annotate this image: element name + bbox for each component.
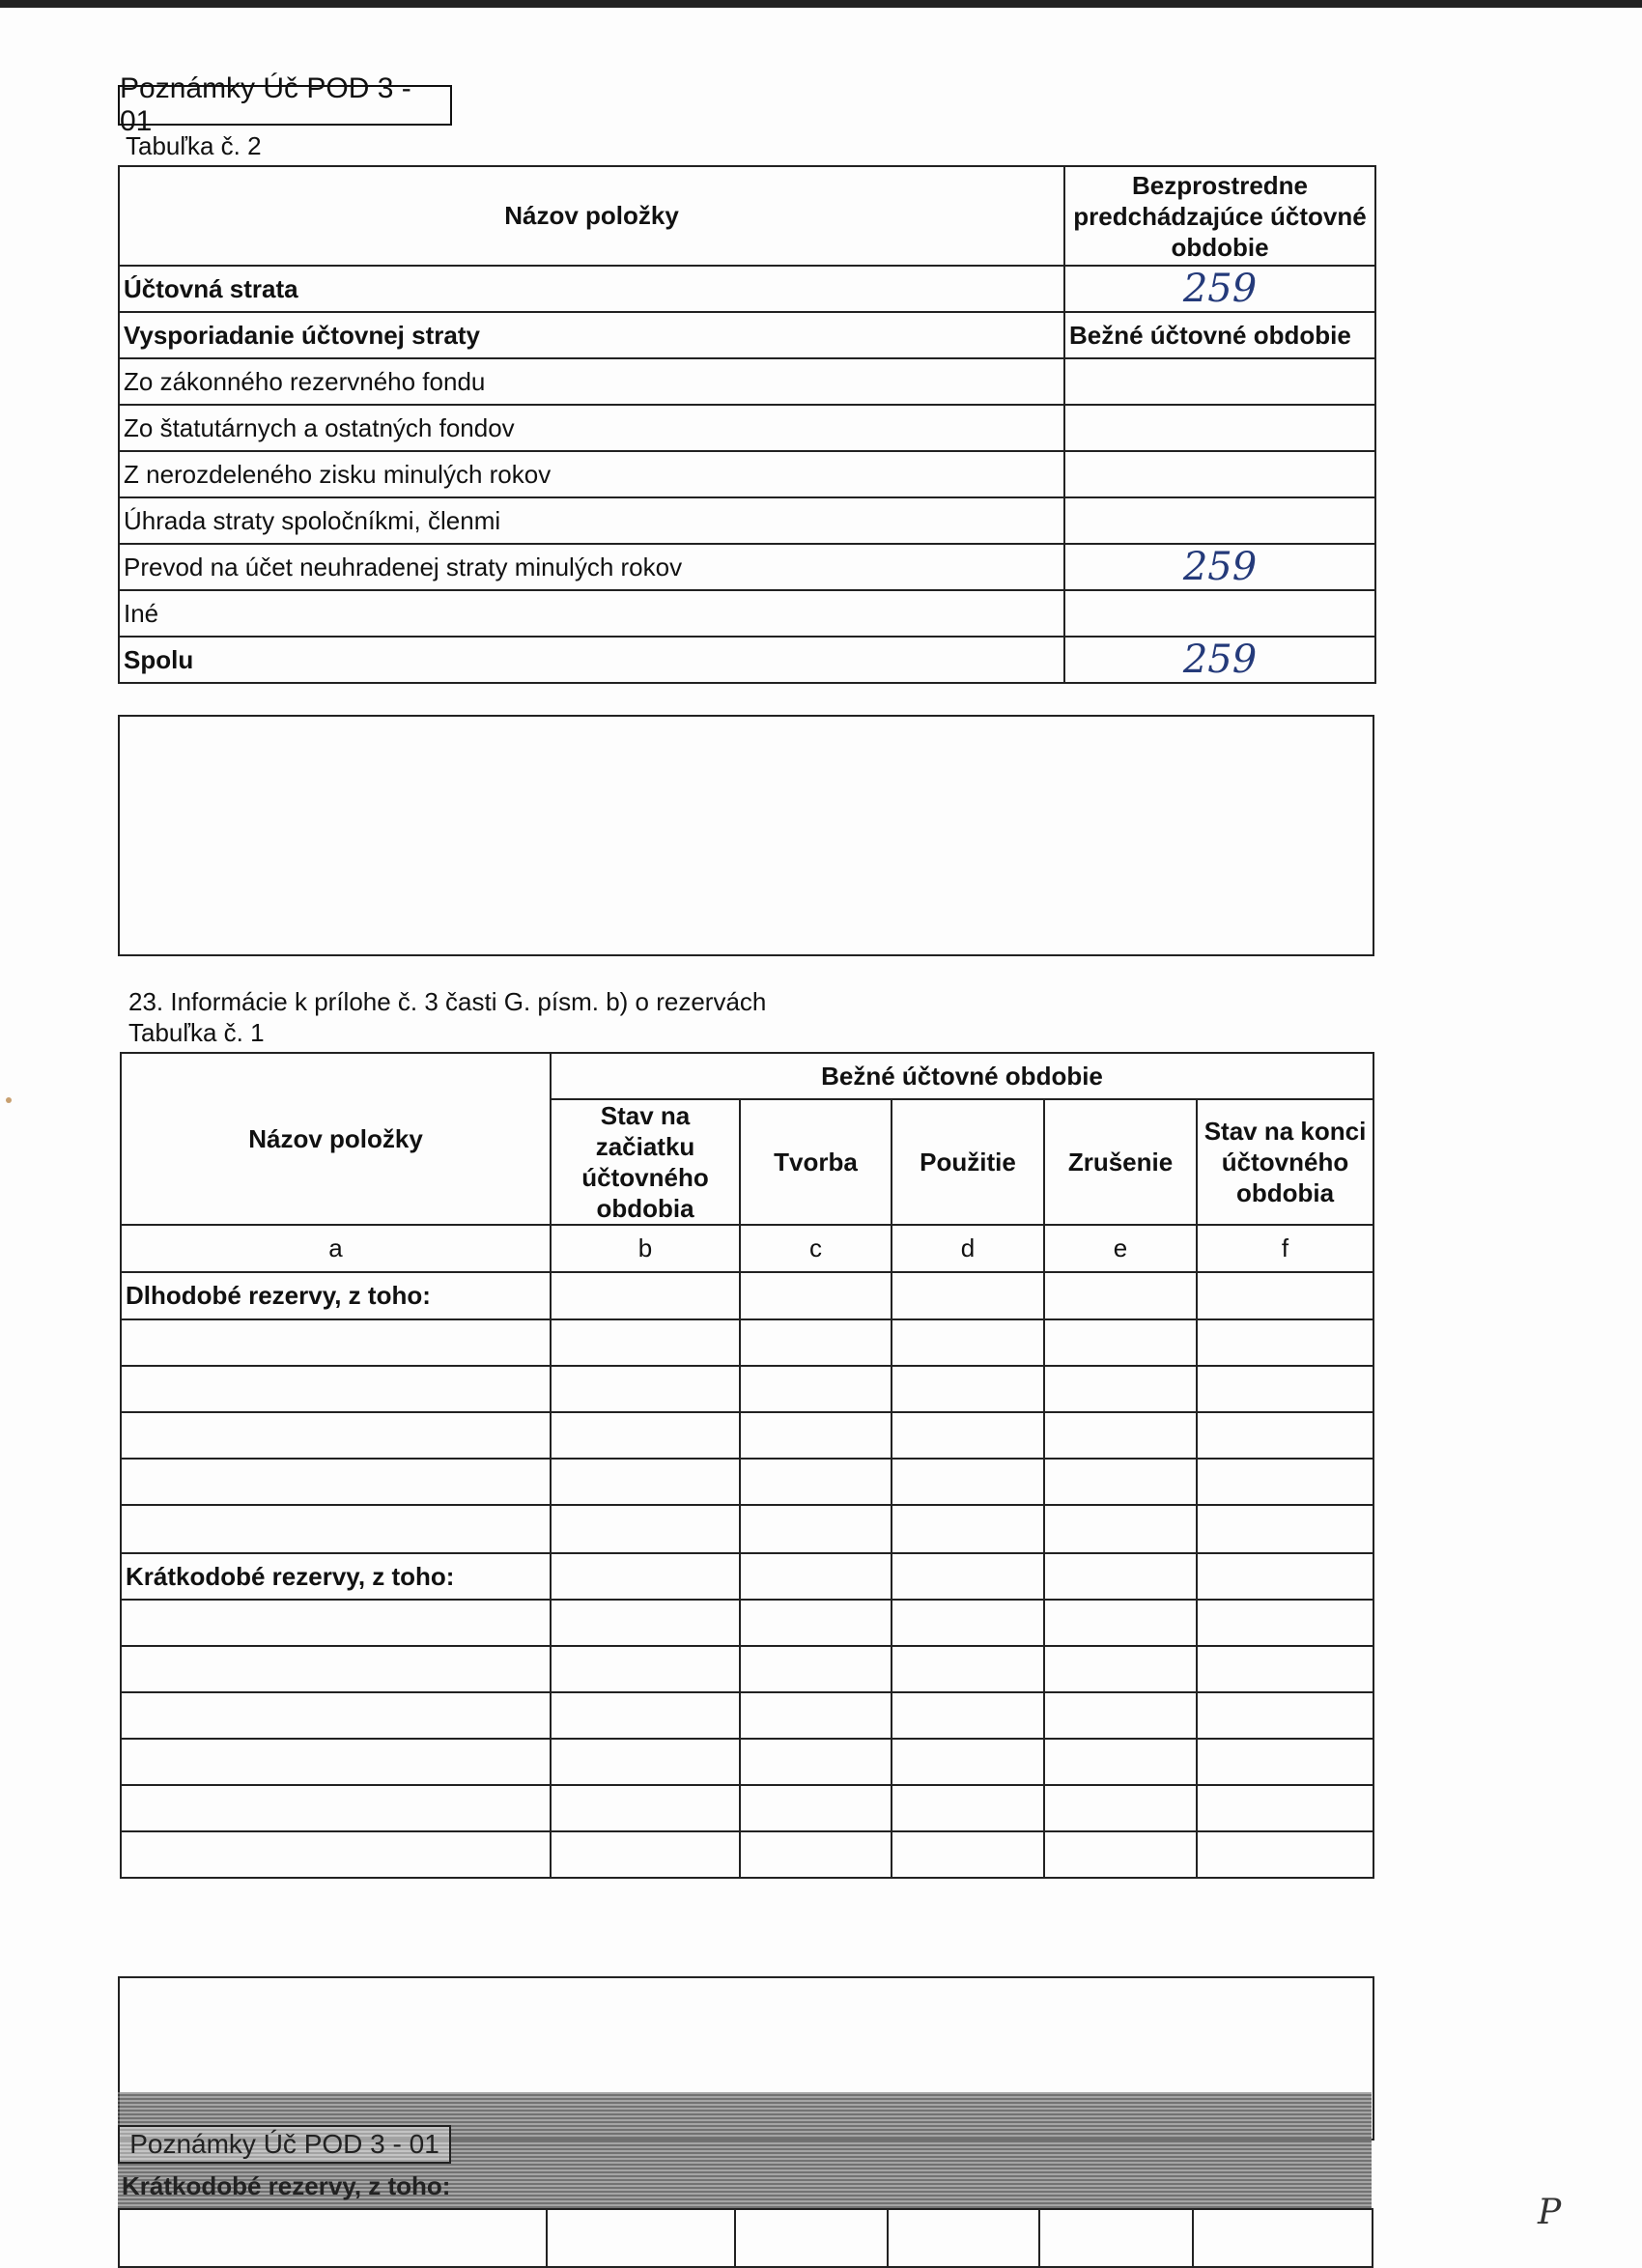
table-cell — [121, 1739, 551, 1785]
table-cell — [1197, 1366, 1373, 1412]
table-cell — [1197, 1785, 1373, 1831]
table-cell — [1193, 2209, 1373, 2267]
table2-row-value — [1064, 358, 1375, 405]
overlay-label: Poznámky Úč POD 3 - 01 — [118, 2125, 451, 2164]
table-cell — [740, 1831, 892, 1878]
table2-row-label: Vysporiadanie účtovnej straty — [119, 312, 1064, 358]
table-cell — [1197, 1505, 1373, 1553]
reserves-table — [120, 1052, 1374, 1879]
table-cell — [892, 1553, 1044, 1600]
table2-row-label: Zo zákonného rezervného fondu — [119, 358, 1064, 405]
table-cell — [121, 1692, 551, 1739]
table-cell — [740, 1459, 892, 1505]
table-cell — [551, 1785, 740, 1831]
table-cell — [1197, 1319, 1373, 1366]
table-cell — [888, 2209, 1039, 2267]
table2-row-label: Iné — [119, 590, 1064, 637]
col-creation: Tvorba — [740, 1099, 892, 1225]
table-cell — [119, 2209, 547, 2267]
table-cell — [1044, 1785, 1197, 1831]
letter-e: e — [1044, 1225, 1197, 1272]
table-cell — [740, 1692, 892, 1739]
table-cell — [121, 1505, 551, 1553]
table2-value-header: Bezprostredne predchádzajúce účtovné obdobie — [1064, 166, 1375, 266]
reserves-period-header: Bežné účtovné obdobie — [551, 1053, 1373, 1099]
col-usage: Použitie — [892, 1099, 1044, 1225]
table2-row-value: 259 — [1064, 637, 1375, 683]
table-cell — [1044, 1319, 1197, 1366]
table-cell — [1197, 1553, 1373, 1600]
table-cell — [551, 1366, 740, 1412]
table2-row-value: 259 — [1064, 266, 1375, 312]
table2-row-label: Účtovná strata — [119, 266, 1064, 312]
table2-row-value: 259 — [1064, 544, 1375, 590]
letter-a: a — [121, 1225, 551, 1272]
table2-name-header: Názov položky — [119, 166, 1064, 266]
section23-title: 23. Informácie k prílohe č. 3 časti G. písm. b) o rezervách — [128, 987, 767, 1016]
form-code-label: Poznámky Úč POD 3 - 01 — [118, 85, 452, 126]
table-cell — [1197, 1646, 1373, 1692]
table-cell — [1197, 1692, 1373, 1739]
table-cell — [892, 1739, 1044, 1785]
table2-row-label: Zo štatutárnych a ostatných fondov — [119, 405, 1064, 451]
table-cell — [1044, 1739, 1197, 1785]
table-cell — [121, 1600, 551, 1646]
corner-handwritten-mark: P — [1538, 2193, 1562, 2232]
table-cell — [121, 1319, 551, 1366]
table2-row-label: Prevod na účet neuhradenej straty minulých rokov — [119, 544, 1064, 590]
table-cell — [551, 1646, 740, 1692]
letter-b: b — [551, 1225, 740, 1272]
table-cell — [121, 1785, 551, 1831]
table-cell — [892, 1646, 1044, 1692]
letter-d: d — [892, 1225, 1044, 1272]
table-cell — [121, 1831, 551, 1878]
table-cell — [551, 1412, 740, 1459]
table-cell — [1197, 1459, 1373, 1505]
col-opening-balance: Stav na začiatku účtovného obdobia — [551, 1099, 740, 1225]
table-cell — [121, 1412, 551, 1459]
long-term-reserves-label: Dlhodobé rezervy, z toho: — [121, 1272, 551, 1319]
letter-c: c — [740, 1225, 892, 1272]
table-cell — [740, 1739, 892, 1785]
table-cell — [740, 1412, 892, 1459]
table-cell — [740, 1505, 892, 1553]
table-cell — [740, 1646, 892, 1692]
col-cancellation: Zrušenie — [1044, 1099, 1197, 1225]
table2-row-label: Z nerozdeleného zisku minulých rokov — [119, 451, 1064, 497]
table-cell — [1197, 1831, 1373, 1878]
table-cell — [121, 1459, 551, 1505]
table-cell — [1197, 1412, 1373, 1459]
letter-f: f — [1197, 1225, 1373, 1272]
table-cell — [551, 1505, 740, 1553]
table-cell — [740, 1785, 892, 1831]
table-cell — [1044, 1272, 1197, 1319]
table2-period-header: Bežné účtovné obdobie — [1064, 312, 1375, 358]
table-cell — [892, 1785, 1044, 1831]
table-cell — [740, 1272, 892, 1319]
table-cell — [1044, 1505, 1197, 1553]
scan-top-edge — [0, 0, 1642, 8]
table2-row-value — [1064, 405, 1375, 451]
scan-overlap-artifact — [118, 2092, 1372, 2208]
table2-row-value — [1064, 497, 1375, 544]
table-cell — [1044, 1831, 1197, 1878]
table-cell — [1044, 1412, 1197, 1459]
table-cell — [892, 1505, 1044, 1553]
table2-caption: Tabuľka č. 2 — [126, 131, 262, 160]
table-cell — [1044, 1646, 1197, 1692]
table-cell — [121, 1366, 551, 1412]
table-cell — [551, 1692, 740, 1739]
table-cell — [1044, 1692, 1197, 1739]
table1-caption: Tabuľka č. 1 — [128, 1018, 265, 1047]
reserves-name-header: Názov položky — [121, 1053, 551, 1225]
table-cell — [892, 1831, 1044, 1878]
table-cell — [551, 1272, 740, 1319]
table-cell — [892, 1692, 1044, 1739]
table-cell — [892, 1272, 1044, 1319]
col-closing-balance: Stav na konci účtovného obdobia — [1197, 1099, 1373, 1225]
table-cell — [1044, 1553, 1197, 1600]
table2 — [118, 165, 1376, 684]
table-cell — [551, 1831, 740, 1878]
table-cell — [551, 1553, 740, 1600]
table-cell — [1044, 1459, 1197, 1505]
table-cell — [1197, 1600, 1373, 1646]
table-cell — [1197, 1739, 1373, 1785]
table-cell — [892, 1600, 1044, 1646]
overlay-row-label: Krátkodobé rezervy, z toho: — [122, 2171, 451, 2200]
notes-box — [118, 715, 1374, 956]
table-cell — [892, 1459, 1044, 1505]
table2-row-label: Úhrada straty spoločníkmi, členmi — [119, 497, 1064, 544]
bottom-partial-table — [118, 2208, 1373, 2268]
table-cell — [892, 1319, 1044, 1366]
table2-row-value — [1064, 590, 1375, 637]
table-cell — [735, 2209, 888, 2267]
table-cell — [740, 1366, 892, 1412]
short-term-reserves-label: Krátkodobé rezervy, z toho: — [121, 1553, 551, 1600]
table-cell — [1044, 1600, 1197, 1646]
table-cell — [740, 1600, 892, 1646]
table-cell — [121, 1646, 551, 1692]
table-cell — [551, 1319, 740, 1366]
table-cell — [740, 1319, 892, 1366]
table-cell — [547, 2209, 735, 2267]
table-cell — [1039, 2209, 1193, 2267]
table-cell — [892, 1412, 1044, 1459]
table-cell — [1197, 1272, 1373, 1319]
table-cell — [551, 1739, 740, 1785]
table2-row-label: Spolu — [119, 637, 1064, 683]
table-cell — [551, 1459, 740, 1505]
table2-row-value — [1064, 451, 1375, 497]
table-cell — [551, 1600, 740, 1646]
table-cell — [1044, 1366, 1197, 1412]
table-cell — [740, 1553, 892, 1600]
table-cell — [892, 1366, 1044, 1412]
scan-speck — [6, 1097, 12, 1103]
